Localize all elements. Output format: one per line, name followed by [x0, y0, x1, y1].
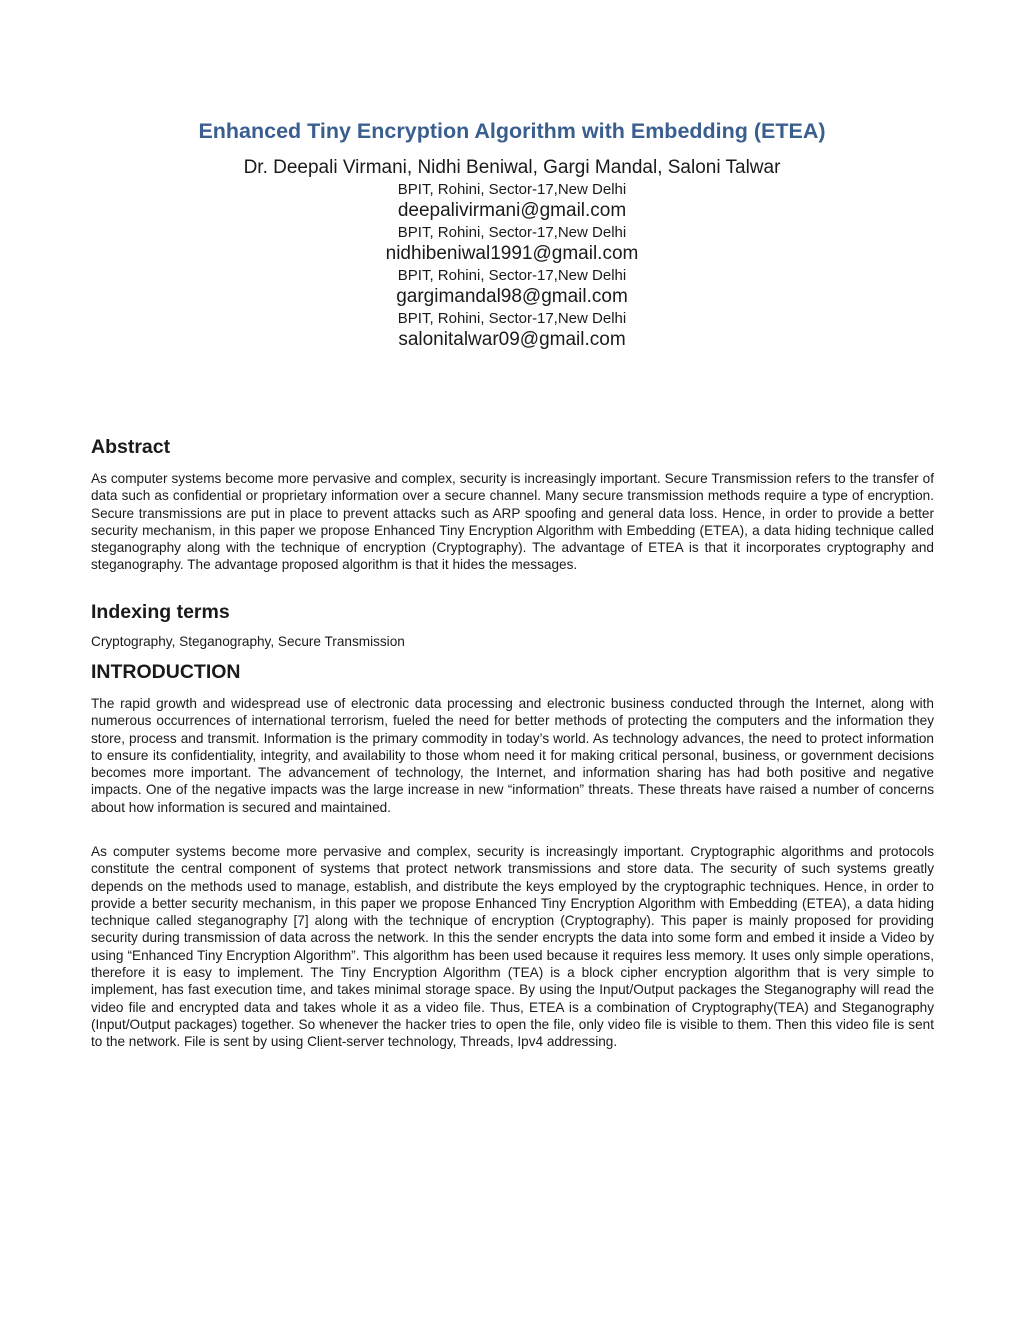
author-email: salonitalwar09@gmail.com	[398, 329, 626, 350]
introduction-heading: INTRODUCTION	[91, 661, 241, 683]
paper-title: Enhanced Tiny Encryption Algorithm with Embedding (ETEA)	[198, 119, 826, 143]
indexing-terms-text: Cryptography, Steganography, Secure Transmission	[91, 634, 405, 649]
author-list: Dr. Deepali Virmani, Nidhi Beniwal, Gargi Mandal, Saloni Talwar	[243, 157, 781, 178]
author-email: gargimandal98@gmail.com	[396, 286, 628, 307]
introduction-paragraph: The rapid growth and widespread use of electronic data processing and electronic business conducted through the Internet, along with numerous occurrences of international terrorism, fueled the need for better methods of protecting the computers and the information they store, process and transmit. Information is the primary commodity in today’s world. As technology advances, the need to protect information to ensure its confidentiality, integrity, and availability to those whom need it for making critical personal, business, or government decisions becomes more important. The advancement of technology, the Internet, and information sharing has had both positive and negative impacts. One of the negative impacts was the large increase in new “information” threats. These threats have raised a number of concerns about how information is secured and maintained.	[91, 696, 934, 815]
affiliation-institution: BPIT, Rohini, Sector-17,New Delhi	[397, 181, 627, 198]
affiliation-institution: BPIT, Rohini, Sector-17,New Delhi	[397, 224, 627, 241]
affiliation-institution: BPIT, Rohini, Sector-17,New Delhi	[397, 310, 627, 327]
affiliations	[0, 181, 1024, 353]
author-email: deepalivirmani@gmail.com	[397, 200, 627, 221]
abstract-heading: Abstract	[91, 436, 171, 458]
author-email: nidhibeniwal1991@gmail.com	[385, 243, 639, 264]
indexing-terms-heading: Indexing terms	[91, 601, 230, 623]
affiliation-institution: BPIT, Rohini, Sector-17,New Delhi	[397, 267, 627, 284]
introduction-paragraph: As computer systems become more pervasive and complex, security is increasingly important. Cryptographic algorithms and protocols constitute the central component of systems that protect network transmissions and store data. The security of such systems greatly depends on the methods used to manage, establish, and distribute the keys employed by the cryptographic techniques. Hence, in order to provide a better security mechanism, in this paper we propose Enhanced Tiny Encryption Algorithm with Embedding (ETEA), a data hiding technique called steganography [7] along with the technique of encryption (Cryptography). This paper is mainly proposed for providing security during transmission of data across the network. In this the sender encrypts the data into some form and embed it inside a Video by using “Enhanced Tiny Encryption Algorithm”. This algorithm has been used because it requires less memory. It uses only simple operations, therefore it is easy to implement. The Tiny Encryption Algorithm (TEA) is a block cipher encryption algorithm that is very simple to implement, has fast execution time, and takes minimal storage space. By using the Input/Output packages the Steganography will read the video file and encrypted data and takes whole it as a video file. Thus, ETEA is a combination of Cryptography(TEA) and Steganography (Input/Output packages) together. So whenever the hacker tries to open the file, only video file is visible to them. Then this video file is sent to the network. File is sent by using Client-server technology, Threads, Ipv4 addressing.	[91, 844, 934, 1050]
abstract-text: As computer systems become more pervasive and complex, security is increasingly important. Secure Transmission refers to the transfer of data such as confidential or proprietary information over a secure channel. Many secure transmission methods require a type of encryption. Secure transmissions are put in place to prevent attacks such as ARP spoofing and general data loss. Hence, in order to provide a better security mechanism, in this paper we propose Enhanced Tiny Encryption Algorithm with Embedding (ETEA), a data hiding technique called steganography along with the technique of encryption (Cryptography). The advantage of ETEA is that it incorporates cryptography and steganography. The advantage proposed algorithm is that it hides the messages.	[91, 471, 934, 573]
